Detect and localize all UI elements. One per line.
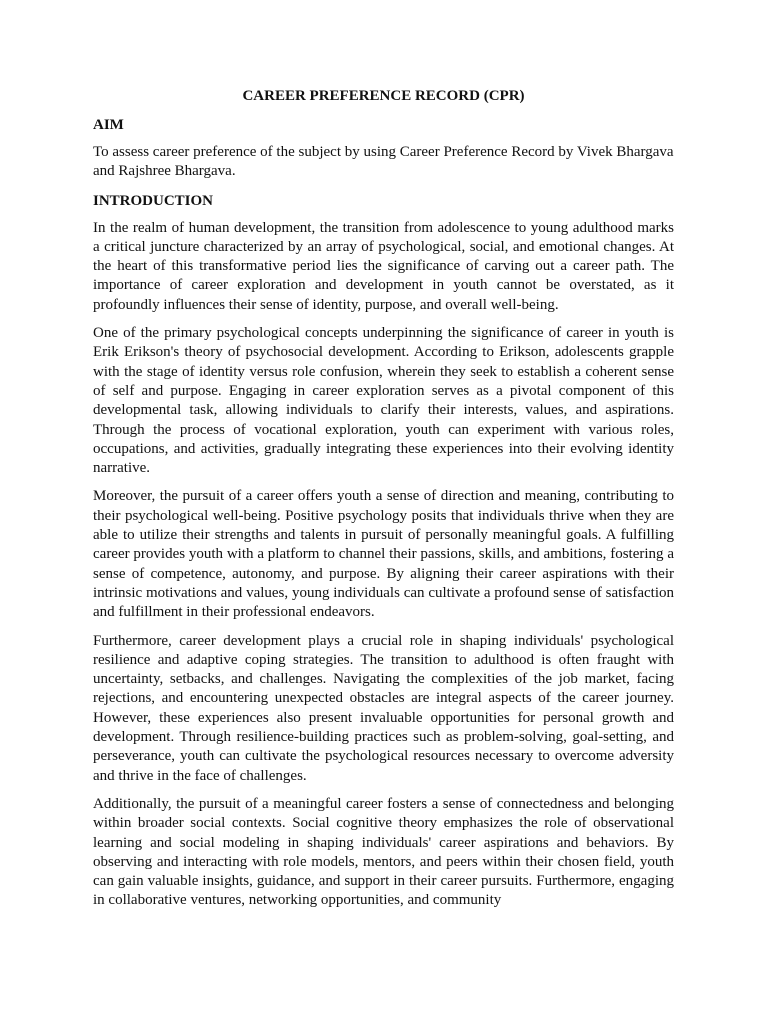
intro-paragraph-3: Moreover, the pursuit of a career offers youth a sense of direction and meaning, contributing to their psychological well-being. Positive psychology posits that individuals thrive when they are able to utilize their strengths and talents in pursuit of personally meaningful goals. A fulfilling career provides youth with a platform to channel their passions, skills, and ambitions, fostering a sense of competence, autonomy, and purpose. By aligning their career aspirations with their intrinsic motivations and values, young individuals can cultivate a profound sense of satisfaction and fulfillment in their professional endeavors. xyxy=(93,488,674,621)
intro-paragraph-2: One of the primary psychological concepts underpinning the significance of career in youth is Erik Erikson's theory of psychosocial development. According to Erikson, adolescents grapple with the stage of identity versus role confusion, wherein they seek to establish a coherent sense of self and purpose. Engaging in career exploration serves as a pivotal component of this developmental task, allowing individuals to clarify their interests, values, and aspirations. Through the process of vocational exploration, youth can experiment with various roles, occupations, and activities, gradually integrating these experiences into their evolving identity narrative. xyxy=(93,325,674,477)
document-title: CAREER PREFERENCE RECORD (CPR) xyxy=(242,88,525,104)
intro-paragraph-1: In the realm of human development, the transition from adolescence to young adulthood marks a critical juncture characterized by an array of psychological, social, and emotional changes. At the heart of this transformative period lies the significance of carving out a career path. The importance of career exploration and development in youth cannot be overstated, as it profoundly influences their sense of identity, purpose, and overall well-being. xyxy=(93,219,674,313)
aim-heading: AIM xyxy=(93,117,124,133)
intro-paragraph-4: Furthermore, career development plays a crucial role in shaping individuals' psychological resilience and adaptive coping strategies. The transition to adulthood is often fraught with uncertainty, setbacks, and challenges. Navigating the complexities of the job market, facing rejections, and encountering unexpected obstacles are integral aspects of the career journey. However, these experiences also present invaluable opportunities for personal growth and development. Through resilience-building practices such as problem-solving, goal-setting, and perseverance, youth can cultivate the psychological resources necessary to overcome adversity and thrive in the face of challenges. xyxy=(93,632,674,784)
intro-paragraph-5: Additionally, the pursuit of a meaningful career fosters a sense of connectedness and belonging within broader social contexts. Social cognitive theory emphasizes the role of observational learning and social modeling in shaping individuals' career aspirations and behaviors. By observing and interacting with role models, mentors, and peers within their chosen field, youth can gain valuable insights, guidance, and support in their career pursuits. Furthermore, engaging in collaborative ventures, networking opportunities, and community xyxy=(93,795,674,909)
document-page xyxy=(93,86,674,920)
aim-text: To assess career preference of the subject by using Career Preference Record by Vivek Bhargava and Rajshree Bhargava. xyxy=(93,144,674,180)
introduction-heading: INTRODUCTION xyxy=(93,192,214,209)
